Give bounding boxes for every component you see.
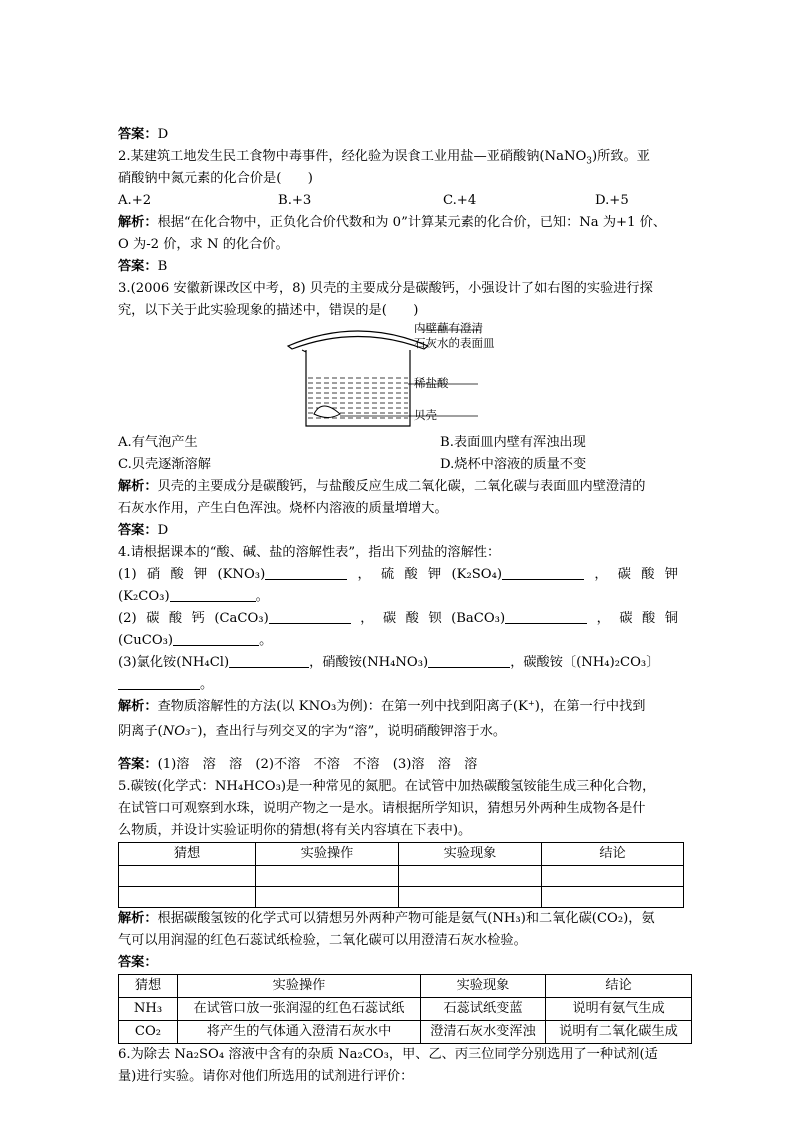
col-guess: 猜想: [119, 975, 178, 998]
q4-nh4no3: ，硝酸铵(NH₄NO₃): [309, 655, 429, 670]
beaker-figure: [118, 322, 678, 432]
q3-analysis-text: 贝壳的主要成分是碳酸钙，与盐酸反应生成二氧化碳，二氧化碳与表面皿内壁澄清的: [157, 479, 646, 494]
col-operation: 实验操作: [178, 975, 421, 998]
blank-cell[interactable]: [119, 866, 256, 887]
blank-nh4cl[interactable]: [229, 653, 309, 668]
analysis-label: 解析：: [118, 699, 158, 714]
q4-l2-w0: (2): [118, 611, 137, 626]
answer-label: 答案：: [118, 259, 158, 274]
q4-l1-w4: (KNO₃): [217, 567, 266, 582]
q4-l2-caco3: [214, 608, 350, 630]
cell-operation: 将产生的气体通入澄清石灰水中: [178, 1021, 421, 1044]
q2-stem-subscript: 3: [586, 156, 593, 167]
q4-cuco3: (CuCO₃): [118, 633, 174, 648]
answer-value: D: [157, 523, 169, 538]
q4-l1-k2so4: [451, 564, 584, 586]
q2-options: [118, 190, 678, 212]
answer-label: 答案：: [118, 523, 158, 538]
col-conclusion: 结论: [546, 975, 692, 998]
q4-l1-w10: ，: [594, 567, 608, 582]
label-dilute-hcl: 稀盐酸: [414, 376, 449, 390]
q3-analysis-line2: 石灰水作用，产生白色浑浊。烧杯内溶液的质量増增大。: [118, 501, 448, 516]
answer-label: 答案：: [118, 127, 158, 142]
cell-guess: NH₃: [119, 998, 178, 1021]
q4-stem: 4.请根据课本的“酸、碱、盐的溶解性表”，指出下列盐的溶解性：: [118, 545, 501, 560]
label-watch-glass-line2: 石灰水的表面皿: [414, 336, 495, 350]
beaker-diagram: [118, 322, 678, 432]
q5-analysis-line1: [118, 908, 678, 930]
q4-analysis-line1: [118, 696, 678, 718]
label-watch-glass-line1: 内壁蘸有澄清: [414, 321, 483, 335]
q4-line3-tail: [118, 674, 678, 696]
q4-l2-w2: 酸: [168, 611, 183, 626]
analysis-label: 解析：: [118, 911, 158, 926]
document-content: [118, 124, 678, 1088]
q4-analysis-text2b: )，查出行与列交叉的字为“溶”，说明硝酸钾溶于水。: [197, 724, 507, 739]
analysis-label: 解析：: [118, 479, 158, 494]
q4-l1-w13: 钾: [664, 567, 678, 582]
q4-l1-w3: 钾: [193, 567, 208, 582]
q4-l2-w11: 碳: [619, 611, 633, 626]
q4-l1-kno3: [217, 564, 347, 586]
cell-phenomenon: 石蕊试纸变蓝: [421, 998, 546, 1021]
blank-cuco3[interactable]: [173, 631, 259, 646]
q3-option-a: A.有气泡产生: [118, 435, 198, 450]
q4-period: 。: [255, 589, 269, 604]
q4-l2-w1: 碳: [146, 611, 160, 626]
q3-option-c: C.贝壳逐渐溶解: [118, 457, 211, 472]
blank-cell[interactable]: [119, 887, 256, 908]
cell-conclusion: 说明有二氧化碳生成: [546, 1021, 692, 1044]
q4-answer: [118, 754, 678, 776]
q4-l2-w8: 钡: [428, 611, 442, 626]
q5-stem-line1: 5.碳铵(化学式：NH₄HCO₃)是一种常见的氮肥。在试管中加热碳酸氢铵能生成三种化合物，: [118, 779, 656, 794]
q4-l2-w9: (BaCO₃): [451, 611, 506, 626]
q4-nh4cl: (3)氯化铵(NH₄Cl): [118, 655, 230, 670]
col-guess: 猜想: [119, 843, 256, 866]
q2-stem-text: 2.某建筑工地发生民工食物中毒事件，经化验为误食工业用盐—亚硝酸钠(NaNO: [118, 149, 587, 164]
col-conclusion: 结论: [542, 843, 684, 866]
q5-analysis-line2: 气可以用润湿的红色石蕊试纸检验，二氧化碳可以用澄清石灰水检验。: [118, 933, 527, 948]
table-row: [119, 998, 692, 1021]
q4-l1-w11: 碳: [617, 567, 631, 582]
q2-stem-line2: 硝酸钠中氮元素的化合价是( ): [118, 171, 313, 186]
q2-answer: [118, 256, 678, 278]
blank-caco3[interactable]: [269, 609, 351, 624]
q5-stem-line2: 在试管口可观察到水珠，说明产物之一是水。请根据所学知识，猜想另外两种生成物各是什: [118, 801, 646, 816]
q4-l1-w0: (1): [118, 567, 137, 582]
table-row: [119, 887, 684, 908]
cell-operation: 在试管口放一张润湿的红色石蕊试纸: [178, 998, 421, 1021]
blank-k2so4[interactable]: [502, 565, 584, 580]
q2-analysis-text: 根据“在化合物中，正负化合价代数和为 0”计算某元素的化合价，已知：Na 为+1 价、: [157, 215, 667, 230]
q5-stem-line3: 么物质，并设计实验证明你的猜想(将有关内容填在下表中)。: [118, 823, 472, 838]
q2-analysis-line2: O 为-2 价，求 N 的化合价。: [118, 237, 289, 252]
q4-nh42co3: ，碳酸铵〔(NH₄)₂CO₃〕: [510, 655, 660, 670]
col-phenomenon: 实验现象: [421, 975, 546, 998]
answer-label: 答案：: [118, 757, 158, 772]
q6-stem-line2: 量)进行实验。请你对他们所选用的试剂进行评价：: [118, 1069, 414, 1084]
q5-answer-label: 答案：: [118, 955, 158, 970]
blank-cell[interactable]: [542, 887, 684, 908]
blank-cell[interactable]: [542, 866, 684, 887]
q4-l1-w1: 硝: [146, 567, 161, 582]
q4-l2-baco3: [451, 608, 587, 630]
label-watch-glass: [414, 321, 495, 351]
q4-period: 。: [200, 677, 214, 692]
q4-l1-w5: ，: [357, 567, 371, 582]
nitrate-anion: NO₃⁻: [162, 724, 198, 739]
blank-baco3[interactable]: [505, 609, 587, 624]
q4-l2-w4: (CaCO₃): [214, 611, 269, 626]
q4-line3: [118, 652, 678, 674]
blank-kno3[interactable]: [265, 565, 347, 580]
q4-l1-w9: (K₂SO₄): [451, 567, 503, 582]
q5-blank-table: [118, 842, 684, 908]
q2-stem-text-end: )所致。亚: [592, 149, 650, 164]
q3-options-row2: [118, 454, 678, 476]
q4-l2-w12: 酸: [642, 611, 656, 626]
blank-cell[interactable]: [256, 866, 399, 887]
q4-l1-w2: 酸: [170, 567, 184, 582]
q5-analysis-text: 根据碳酸氢铵的化学式可以猜想另外两种产物可能是氨气(NH₃)和二氧化碳(CO₂)，氨: [157, 911, 655, 926]
q3-options-row1: [118, 432, 678, 454]
q2-option-c: C.+4: [443, 193, 477, 208]
q4-k2co3: (K₂CO₃): [118, 589, 170, 604]
q4-line1: [118, 564, 678, 586]
answer-value: D: [157, 127, 169, 142]
q4-l2-w10: ，: [596, 611, 610, 626]
blank-cell[interactable]: [399, 866, 542, 887]
q4-l1-w12: 酸: [641, 567, 655, 582]
q4-l2-w3: 钙: [191, 611, 205, 626]
q4-line2-tail: [118, 630, 678, 652]
q4-l2-w13: 铜: [664, 611, 678, 626]
cell-conclusion: 说明有氨气生成: [546, 998, 692, 1021]
q2-option-b: B.+3: [278, 193, 312, 208]
q4-line1-tail: [118, 586, 678, 608]
q2-option-d: D.+5: [595, 193, 629, 208]
q3-option-b: B.表面皿内壁有浑浊出现: [440, 435, 586, 450]
analysis-label: 解析：: [118, 215, 158, 230]
q4-analysis-text2a: 阴离子(: [118, 724, 163, 739]
q2-option-a: A.+2: [118, 193, 152, 208]
q3-stem-line1: 3.(2006 安徽新课改区中考，8) 贝壳的主要成分是碳酸钙，小强设计了如右图的实验进行探: [118, 281, 653, 296]
q1-answer: [118, 124, 678, 146]
blank-nh4no3[interactable]: [428, 653, 510, 668]
q4-l2-w7: 酸: [405, 611, 419, 626]
answer-value: (1)溶 溶 溶 (2)不溶 不溶 不溶 (3)溶 溶 溶: [157, 757, 478, 772]
q4-l2-w5: ，: [360, 611, 374, 626]
q4-analysis-line2: [118, 718, 678, 746]
col-operation: 实验操作: [256, 843, 399, 866]
q2-stem-line1: [118, 146, 678, 168]
q6-stem-line1: 6.为除去 Na₂SO₄ 溶液中含有的杂质 Na₂CO₃，甲、乙、丙三位同学分别选用了一种试剂(适: [118, 1047, 658, 1062]
col-phenomenon: 实验现象: [399, 843, 542, 866]
cell-phenomenon: 澄清石灰水变浑浊: [421, 1021, 546, 1044]
blank-cell[interactable]: [399, 887, 542, 908]
q4-line2: [118, 608, 678, 630]
q3-option-d: D.烧杯中溶液的质量不变: [440, 457, 587, 472]
q4-l1-w7: 酸: [404, 567, 418, 582]
watch-glass-shape: [288, 331, 428, 349]
answer-value: B: [157, 259, 168, 274]
q2-analysis-line1: [118, 212, 678, 234]
table-row: [119, 866, 684, 887]
cell-guess: CO₂: [119, 1021, 178, 1044]
label-shell: 贝壳: [414, 408, 437, 422]
q4-period: 。: [259, 633, 273, 648]
blank-cell[interactable]: [256, 887, 399, 908]
q3-analysis-line1: [118, 476, 678, 498]
q4-l2-w6: 碳: [382, 611, 397, 626]
blank-nh42co3[interactable]: [118, 675, 200, 690]
q3-answer: [118, 520, 678, 542]
table-row: [119, 1021, 692, 1044]
q5-answer-table: [118, 974, 692, 1044]
q3-stem-line2: 究，以下关于此实验现象的描述中，错误的是( ): [118, 303, 419, 318]
q4-l1-w8: 钾: [427, 567, 442, 582]
blank-k2co3[interactable]: [170, 587, 256, 602]
q4-l1-w6: 硫: [381, 567, 395, 582]
q4-analysis-text: 查物质溶解性的方法(以 KNO₃为例)：在第一列中找到阳离子(K⁺)，在第一行中找到: [157, 699, 646, 714]
